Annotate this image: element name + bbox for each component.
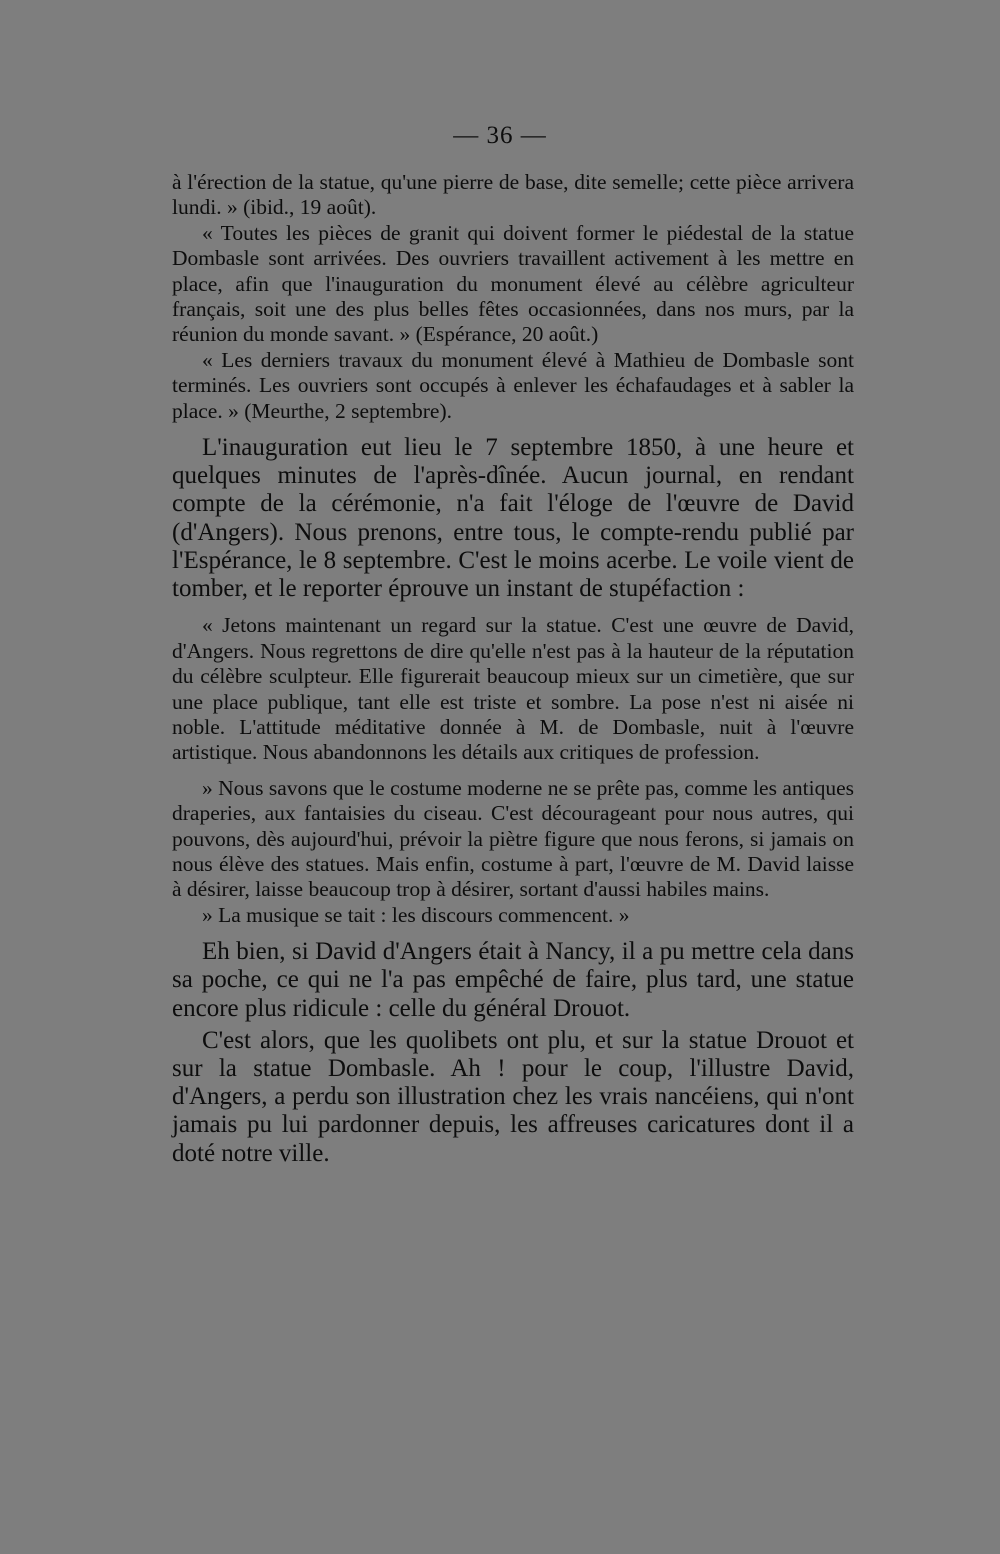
paragraph: à l'érection de la statue, qu'une pierre de base, dite semelle; cette pièce arrivera lundi. » (ibid., 19 août). (172, 170, 854, 220)
paragraph: Eh bien, si David d'Angers était à Nancy, il a pu mettre cela dans sa poche, ce qui ne l'a pas empêché de faire, plus tard, une statue encore plus ridicule : celle du général Drouot. (172, 938, 854, 1022)
paragraph: « Jetons maintenant un regard sur la statue. C'est une œuvre de David, d'Angers. Nous regrettons de dire qu'elle n'est pas à la hauteur de la réputation du célèbre sculpteur. Elle figurerait beaucoup mieux sur un cimetière, que sur une place publique, tant elle est triste et sombre. La pose n'est ni aisée ni noble. L'attitude méditative donnée à M. de Dombasle, nuit à l'œuvre artistique. Nous abandonnons les détails aux critiques de profession. (172, 613, 854, 765)
paragraph: « Toutes les pièces de granit qui doivent former le piédestal de la statue Dombasle sont arrivées. Des ouvriers travaillent activement à les mettre en place, afin que l'inauguration du monument élevé au célèbre agriculteur français, soit une des plus belles fêtes occasionnées, dans nos murs, par la réunion du monde savant. » (Espérance, 20 août.) (172, 220, 854, 347)
page-content (172, 170, 854, 1168)
paragraph: L'inauguration eut lieu le 7 septembre 1850, à une heure et quelques minutes de l'après-dînée. Aucun journal, en rendant compte de la cérémonie, n'a fait l'éloge de l'œuvre de David (d'Angers). Nous prenons, entre tous, le compte-rendu publié par l'Espérance, le 8 septembre. C'est le moins acerbe. Le voile vient de tomber, et le reporter éprouve un instant de stupéfaction : (172, 434, 854, 603)
page-number: — 36 — (453, 122, 547, 149)
paragraph: » Nous savons que le costume moderne ne se prête pas, comme les antiques draperies, aux fantaisies du ciseau. C'est décourageant pour nous autres, qui pouvons, dès aujourd'hui, prévoir la piètre figure que nous ferons, si jamais on nous élève des statues. Mais enfin, costume à part, l'œuvre de M. David laisse à désirer, laisse beaucoup trop à désirer, sortant d'aussi habiles mains. (172, 775, 854, 902)
paragraph: C'est alors, que les quolibets ont plu, et sur la statue Drouot et sur la statue Dombasle. Ah ! pour le coup, l'illustre David, d'Angers, a perdu son illustration chez les vrais nancéiens, qui n'ont jamais pu lui pardonner depuis, les affreuses caricatures dont il a doté notre ville. (172, 1026, 854, 1167)
paragraph: » La musique se tait : les discours commencent. » (202, 902, 630, 927)
paragraph: « Les derniers travaux du monument élevé à Mathieu de Dombasle sont terminés. Les ouvriers sont occupés à enlever les échafaudages et à sabler la place. » (Meurthe, 2 septembre). (172, 347, 854, 423)
